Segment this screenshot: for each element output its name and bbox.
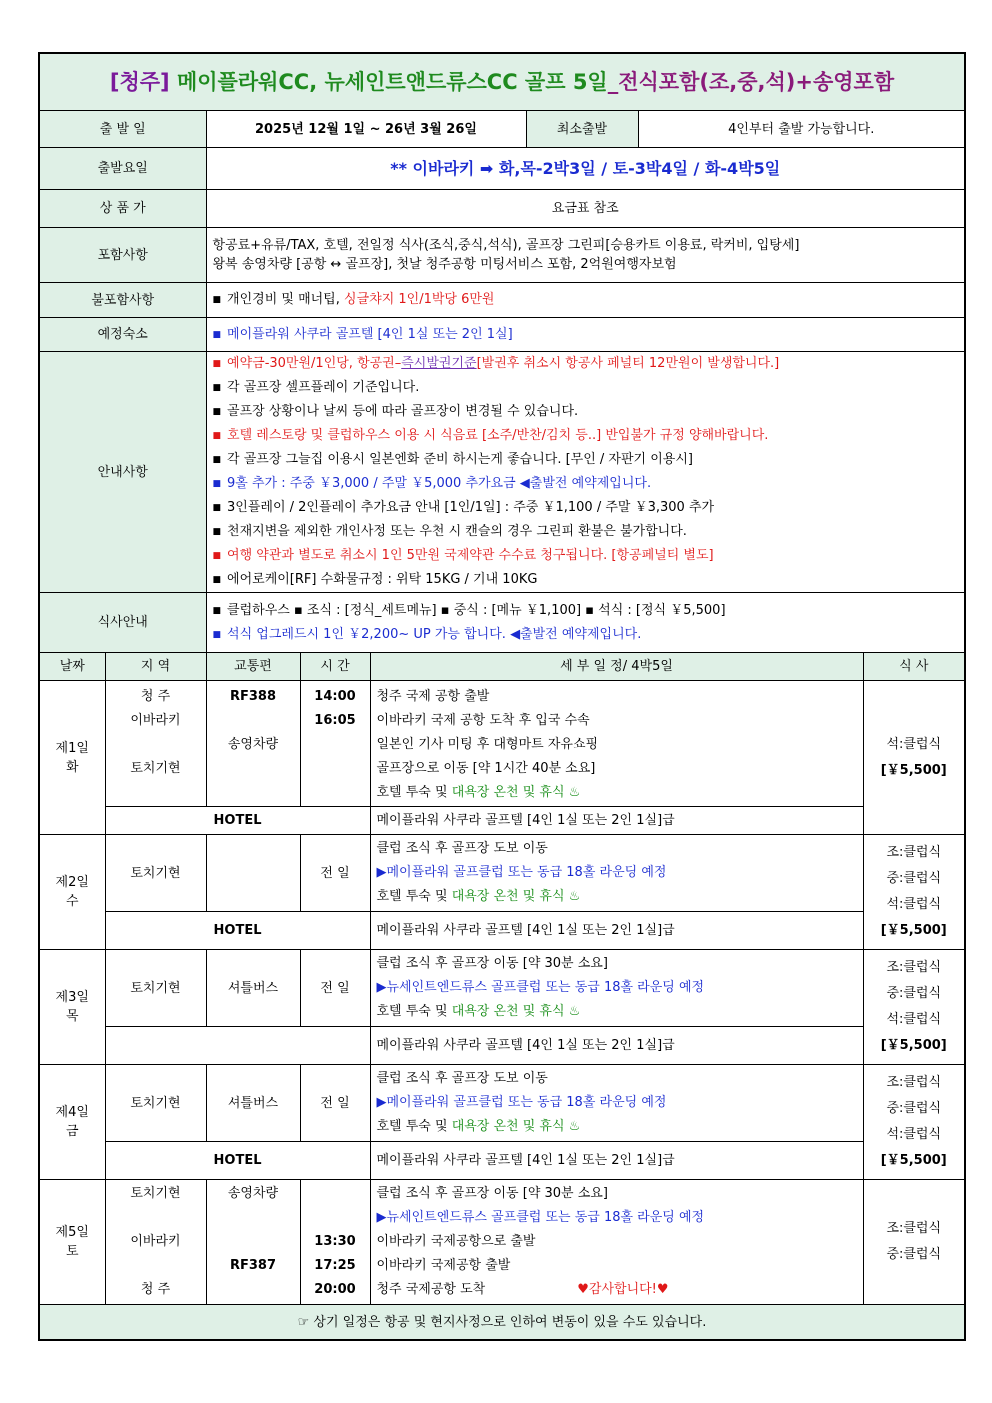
bullet-icon: ■ [212, 551, 222, 561]
meal-info-text: 석식 업그레드시 1인 ￥2,200~ UP 가능 합니다. ◀출발전 예약제입니다. [227, 626, 642, 642]
meal-text: 조:클럽식 [886, 1075, 942, 1090]
footer-note: ☞ 상기 일정은 항공 및 현지사정으로 인하여 변동이 있을 수도 있습니다. [39, 1305, 965, 1341]
guide-item [213, 400, 959, 424]
day2-label [39, 835, 105, 950]
guide-text: 골프장 상황이나 날씨 등에 따라 골프장이 변경될 수 있습니다. [227, 404, 579, 419]
meal-info-line [213, 599, 959, 623]
day5-detail [370, 1180, 863, 1305]
hotel-tag: HOTEL [105, 1142, 370, 1180]
min-value: 4인부터 출발 가능합니다. [638, 111, 965, 148]
guide-item [213, 568, 959, 592]
guide-text: 각 골프장 셀프플레이 기준입니다. [227, 380, 420, 395]
day2-meal [863, 835, 965, 950]
hotel-text: 메이플라워 사쿠라 골프텔 [4인 1실 또는 2인 1실] [227, 326, 513, 342]
day-number: 제5일 [55, 1225, 89, 1240]
include-label: 포함사항 [39, 228, 206, 283]
detail-line: 일본인 기사 미팅 후 대형마트 자유쇼핑 [376, 737, 599, 752]
hotel-label: 예정숙소 [39, 318, 206, 352]
day1-time [300, 681, 370, 807]
guide-item [213, 376, 959, 400]
title-region: [청주] [109, 69, 170, 94]
title-sub: _전식포함(조,중,석)+송영포함 [607, 69, 895, 94]
detail-line: 클럽 조식 후 골프장 이동 [약 30분 소요] [376, 1186, 608, 1201]
meal-text: 석:클럽식 [886, 897, 942, 912]
time-text: 16:05 [314, 713, 356, 728]
itinerary-table [38, 52, 966, 1341]
area-spacer [112, 1254, 200, 1278]
detail-line: 이바라키 국제공항으로 출발 [376, 1234, 536, 1249]
area-text: 이바라키 [130, 1234, 181, 1249]
rest-text: 호텔 투숙 및 [376, 889, 452, 904]
meal-text: 석:클럽식 [886, 1012, 942, 1027]
detail-line: 청주 국제 공항 출발 [376, 689, 490, 704]
day4-hotel: 메이플라워 사쿠라 골프텔 [4인 1실 또는 2인 1실]급 [370, 1142, 863, 1180]
hotel-value [206, 318, 965, 352]
transport-spacer [213, 709, 294, 733]
rest-text: 호텔 투숙 및 [376, 785, 452, 800]
day2-detail [370, 835, 863, 912]
detail-line: ▶뉴세인트엔드류스 골프클럽 또는 동급 18홀 라운딩 예정 [376, 980, 705, 995]
guide-item [213, 352, 959, 376]
meal-text: 석:클럽식 [886, 1127, 942, 1142]
day5-label [39, 1180, 105, 1305]
day5-row [39, 1180, 965, 1305]
day-number: 제3일 [55, 990, 89, 1005]
day4-detail [370, 1065, 863, 1142]
guide-text: 에어로케이[RF] 수화물규정 : 위탁 15KG / 기내 10KG [227, 572, 538, 587]
header-transport: 교통편 [206, 653, 300, 681]
detail-line: 클럽 조식 후 골프장 도보 이동 [376, 1071, 548, 1086]
meal-price: [￥5,500] [880, 923, 947, 938]
guide-item [213, 544, 959, 568]
time-spacer [307, 1182, 364, 1206]
guide-text-underline: 즉시발권기준 [401, 356, 477, 371]
guide-text: 9홀 추가 : 주중 ￥3,000 / 주말 ￥5,000 추가요금 ◀출발전 예약제입니다. [227, 476, 652, 491]
include-line: 왕복 송영차량 [공항 ↔ 골프장], 첫날 청주공항 미팅서비스 포함, 2억원여행자보험 [212, 257, 677, 272]
meal-info-text: 클럽하우스 ▪ 조식 : [정식_세트메뉴] ▪ 중식 : [메뉴 ￥1,100] ▪ 석식 : [정식 ￥5,500] [227, 602, 726, 618]
area-text: 이바라키 [130, 713, 181, 728]
day5-time [300, 1180, 370, 1305]
transport-text: RF388 [229, 689, 277, 704]
day1-hotel-row [39, 807, 965, 835]
guide-row [39, 352, 965, 593]
guide-text: [발권후 취소시 항공사 페널티 12만원이 발생합니다.] [476, 356, 780, 371]
bullet-icon: ■ [212, 431, 222, 441]
area-text [112, 733, 200, 757]
price-label: 상 품 가 [39, 190, 206, 228]
time-text: 13:30 [314, 1234, 356, 1249]
period-value: 2025년 12월 1일 ~ 26년 3월 26일 [206, 111, 526, 148]
days-label: 출발요일 [39, 148, 206, 190]
detail-line: 클럽 조식 후 골프장 이동 [약 30분 소요] [376, 956, 608, 971]
time-text: 17:25 [314, 1258, 356, 1273]
day-weekday: 목 [65, 1009, 79, 1024]
meal-text: 조:클럽식 [886, 1221, 942, 1236]
day2-transport [206, 835, 300, 912]
exclude-text: 개인경비 및 매너팁, [227, 292, 345, 307]
detail-line: 골프장으로 이동 [약 1시간 40분 소요] [376, 761, 596, 776]
meal-text: 중:클럽식 [886, 1101, 942, 1116]
schedule-header-row [39, 653, 965, 681]
guide-item [213, 520, 959, 544]
area-text: 청 주 [140, 1282, 171, 1297]
day3-label [39, 950, 105, 1065]
transport-spacer [213, 1278, 294, 1302]
day4-hotel-row [39, 1142, 965, 1180]
bullet-icon: ■ [212, 329, 222, 340]
day3-meal [863, 950, 965, 1065]
day-weekday: 토 [65, 1244, 79, 1259]
day2-hotel-row [39, 912, 965, 950]
meal-price: [￥5,500] [880, 762, 947, 778]
include-row [39, 228, 965, 283]
detail-line [377, 1278, 857, 1302]
day3-transport: 셔틀버스 [206, 950, 300, 1027]
transport-text: RF387 [229, 1258, 277, 1273]
day3-row [39, 950, 965, 1027]
day3-detail [370, 950, 863, 1027]
bullet-icon: ■ [212, 605, 222, 616]
detail-line [377, 1115, 857, 1139]
day3-time: 전 일 [300, 950, 370, 1027]
day-number: 제4일 [55, 1105, 89, 1120]
day5-meal [863, 1180, 965, 1305]
page-title [39, 53, 965, 111]
include-line: 항공료+유류/TAX, 호텔, 전일정 식사(조식,중식,석식), 골프장 그린피[승용카트 이용료, 락커비, 입탕세] [212, 238, 800, 253]
detail-line [377, 781, 857, 805]
guide-label: 안내사항 [39, 352, 206, 593]
title-row [39, 53, 965, 111]
day4-transport: 셔틀버스 [206, 1065, 300, 1142]
header-time: 시 간 [300, 653, 370, 681]
bullet-icon: ■ [212, 503, 222, 513]
transport-spacer [213, 1206, 294, 1230]
meal-info-line [213, 623, 959, 647]
day2-row [39, 835, 965, 912]
area-spacer [112, 1206, 200, 1230]
meal-info-row [39, 593, 965, 653]
guide-text: 천재지변을 제외한 개인사정 또는 우천 시 캔슬의 경우 그린피 환불은 불가합니다. [227, 524, 687, 539]
day4-label [39, 1065, 105, 1180]
bullet-icon: ■ [212, 527, 222, 537]
detail-line [377, 1000, 857, 1024]
meal-price: [￥5,500] [880, 1153, 947, 1168]
day-weekday: 수 [65, 894, 79, 909]
include-value [206, 228, 965, 283]
day1-detail [370, 681, 863, 807]
detail-line: ▶메이플라워 골프클럽 또는 동급 18홀 라운딩 예정 [376, 1095, 667, 1110]
day2-time: 전 일 [300, 835, 370, 912]
area-text: 토치기현 [130, 761, 181, 776]
meal-info-value [206, 593, 965, 653]
footer-row [39, 1305, 965, 1341]
detail-line: 클럽 조식 후 골프장 도보 이동 [376, 841, 548, 856]
meal-text: 석:클럽식 [886, 736, 942, 752]
guide-text: 각 골프장 그늘집 이용시 일본엔화 준비 하시는게 좋습니다. [무인 / 자판기 이용시] [227, 452, 693, 467]
thanks-text: ♥감사합니다!♥ [577, 1282, 669, 1297]
exclude-value [206, 283, 965, 318]
day2-hotel: 메이플라워 사쿠라 골프텔 [4인 1실 또는 2인 1실]급 [370, 912, 863, 950]
days-row [39, 148, 965, 190]
onsen-text: 대욕장 온천 및 휴식 ♨ [451, 785, 581, 800]
period-label: 출 발 일 [39, 111, 206, 148]
guide-item [213, 496, 959, 520]
detail-line: ▶메이플라워 골프클럽 또는 동급 18홀 라운딩 예정 [376, 865, 667, 880]
onsen-text: 대욕장 온천 및 휴식 ♨ [451, 889, 581, 904]
day4-area: 토치기현 [105, 1065, 206, 1142]
header-meal: 식 사 [863, 653, 965, 681]
guide-text: 호텔 레스토랑 및 클럽하우스 이용 시 식음료 [소주/반찬/김치 등..] 반입불가 규정 양해바랍니다. [227, 428, 769, 443]
transport-text: 송영차량 [227, 1186, 279, 1201]
meal-text: 중:클럽식 [886, 871, 942, 886]
rest-text: 호텔 투숙 및 [376, 1004, 452, 1019]
meal-text: 조:클럽식 [886, 960, 942, 975]
period-row [39, 111, 965, 148]
day1-meal [863, 681, 965, 835]
bullet-icon: ■ [212, 407, 222, 417]
rest-text: 호텔 투숙 및 [376, 1119, 452, 1134]
meal-info-label: 식사안내 [39, 593, 206, 653]
day1-area [105, 681, 206, 807]
day5-transport [206, 1180, 300, 1305]
days-value: ** 이바라키 ➡ 화,목-2박3일 / 토-3박4일 / 화-4박5일 [206, 148, 965, 190]
day-number: 제2일 [55, 875, 89, 890]
day4-row [39, 1065, 965, 1142]
time-spacer [307, 1206, 364, 1230]
bullet-icon: ■ [212, 629, 222, 640]
meal-price: [￥5,500] [880, 1038, 947, 1053]
bullet-icon: ■ [212, 479, 222, 489]
guide-item [213, 424, 959, 448]
header-detail: 세 부 일 정/ 4박5일 [370, 653, 863, 681]
itinerary-sheet [38, 52, 964, 1341]
area-text: 토치기현 [130, 1186, 181, 1201]
hotel-tag: HOTEL [105, 912, 370, 950]
transport-text: 송영차량 [227, 737, 279, 752]
title-main: 메이플라워CC, 뉴세인트앤드류스CC 골프 5일 [176, 69, 608, 94]
meal-text: 중:클럽식 [886, 986, 942, 1001]
exclude-single-charge: 싱글챠지 1인/1박당 6만원 [344, 292, 495, 307]
detail-line [377, 885, 857, 909]
guide-text: 여행 약관과 별도로 취소시 1인 5만원 국제약관 수수료 청구됩니다. [항공페널티 별도] [227, 548, 714, 563]
guide-list [206, 352, 965, 593]
guide-text: 3인플레이 / 2인플레이 추가요금 안내 [1인/1일] : 주중 ￥1,100 / 주말 ￥3,300 추가 [227, 500, 715, 515]
bullet-icon: ■ [212, 455, 222, 465]
exclude-row [39, 283, 965, 318]
guide-item [213, 448, 959, 472]
min-label: 최소출발 [526, 111, 638, 148]
day3-area: 토치기현 [105, 950, 206, 1027]
price-row [39, 190, 965, 228]
day3-hotel: 메이플라워 사쿠라 골프텔 [4인 1실 또는 2인 1실]급 [370, 1027, 863, 1065]
header-area: 지 역 [105, 653, 206, 681]
area-text: 청 주 [140, 689, 171, 704]
day2-area: 토치기현 [105, 835, 206, 912]
day-weekday: 금 [65, 1124, 79, 1139]
day1-row [39, 681, 965, 807]
hotel-tag-empty [105, 1027, 370, 1065]
day4-meal [863, 1065, 965, 1180]
bullet-icon: ■ [212, 295, 222, 305]
detail-line: 이바라키 국제 공항 도착 후 입국 수속 [376, 713, 590, 728]
detail-line: ▶뉴세인트엔드류스 골프클럽 또는 동급 18홀 라운딩 예정 [376, 1210, 705, 1225]
day-weekday: 화 [65, 759, 79, 775]
day1-transport [206, 681, 300, 807]
exclude-label: 불포함사항 [39, 283, 206, 318]
meal-text: 조:클럽식 [886, 845, 942, 860]
time-text: 20:00 [314, 1282, 356, 1297]
price-value: 요금표 참조 [206, 190, 965, 228]
meal-text: 중:클럽식 [886, 1247, 942, 1262]
bullet-icon: ■ [212, 575, 222, 585]
day1-hotel: 메이플라워 사쿠라 골프텔 [4인 1실 또는 2인 1실]급 [370, 807, 863, 835]
hotel-tag: HOTEL [105, 807, 370, 835]
onsen-text: 대욕장 온천 및 휴식 ♨ [451, 1119, 581, 1134]
day5-area [105, 1180, 206, 1305]
day4-time: 전 일 [300, 1065, 370, 1142]
day-number: 제1일 [55, 740, 89, 756]
onsen-text: 대욕장 온천 및 휴식 ♨ [451, 1004, 581, 1019]
bullet-icon: ■ [212, 359, 222, 369]
guide-item [213, 472, 959, 496]
transport-spacer [213, 1230, 294, 1254]
day3-hotel-row [39, 1027, 965, 1065]
hotel-row [39, 318, 965, 352]
header-day: 날짜 [39, 653, 105, 681]
arrival-text: 청주 국제공항 도착 [376, 1282, 486, 1297]
guide-text: 예약금-30만원/1인당, 항공권– [227, 356, 402, 371]
bullet-icon: ■ [212, 383, 222, 393]
time-text: 14:00 [314, 689, 356, 704]
detail-line: 이바라키 국제공항 출발 [376, 1258, 511, 1273]
day1-label [39, 681, 105, 835]
